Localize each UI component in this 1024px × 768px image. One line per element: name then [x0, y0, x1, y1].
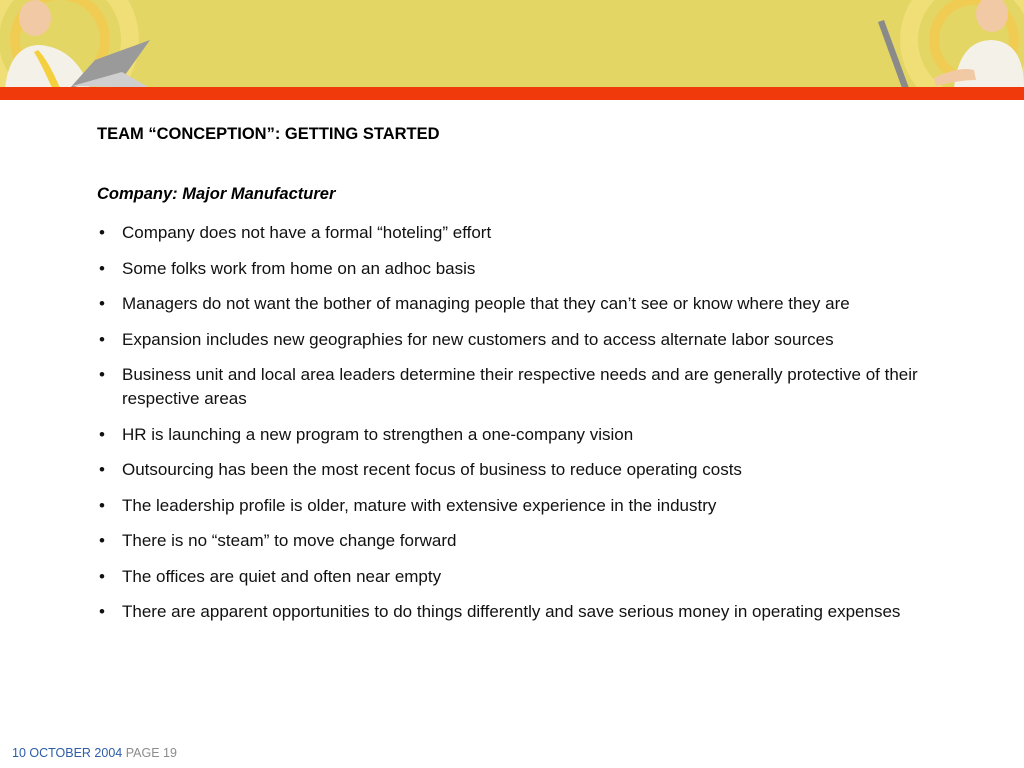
list-item: • HR is launching a new program to strengthen a one-company vision: [97, 423, 967, 447]
header-accent-bar: [0, 87, 1024, 100]
slide-subtitle: Company: Major Manufacturer: [97, 185, 336, 203]
slide-title: TEAM “CONCEPTION”: GETTING STARTED: [97, 125, 440, 143]
list-item: • The leadership profile is older, mature with extensive experience in the industry: [97, 494, 967, 518]
footer-date: 10 OCTOBER 2004: [12, 746, 123, 760]
list-item: • Some folks work from home on an adhoc basis: [97, 257, 967, 281]
list-item: • Outsourcing has been the most recent focus of business to reduce operating costs: [97, 458, 967, 482]
list-item: • The offices are quiet and often near empty: [97, 565, 967, 589]
footer-page-number: PAGE 19: [125, 746, 177, 760]
list-item: • There are apparent opportunities to do things differently and save serious money in operating expenses: [97, 600, 967, 624]
list-item: • Managers do not want the bother of managing people that they can’t see or know where they are: [97, 292, 967, 316]
header-banner: [0, 0, 1024, 88]
list-item: • Business unit and local area leaders determine their respective needs and are generally protective of their respective areas: [97, 363, 967, 411]
list-item: • Expansion includes new geographies for new customers and to access alternate labor sources: [97, 328, 967, 352]
bullet-list: [97, 221, 967, 636]
person-with-laptop-illustration-left-icon: [0, 0, 160, 88]
list-item: • Company does not have a formal “hoteling” effort: [97, 221, 967, 245]
person-with-laptop-illustration-right-icon: [864, 0, 1024, 88]
list-item: • There is no “steam” to move change forward: [97, 529, 967, 553]
slide-footer: [12, 746, 177, 760]
